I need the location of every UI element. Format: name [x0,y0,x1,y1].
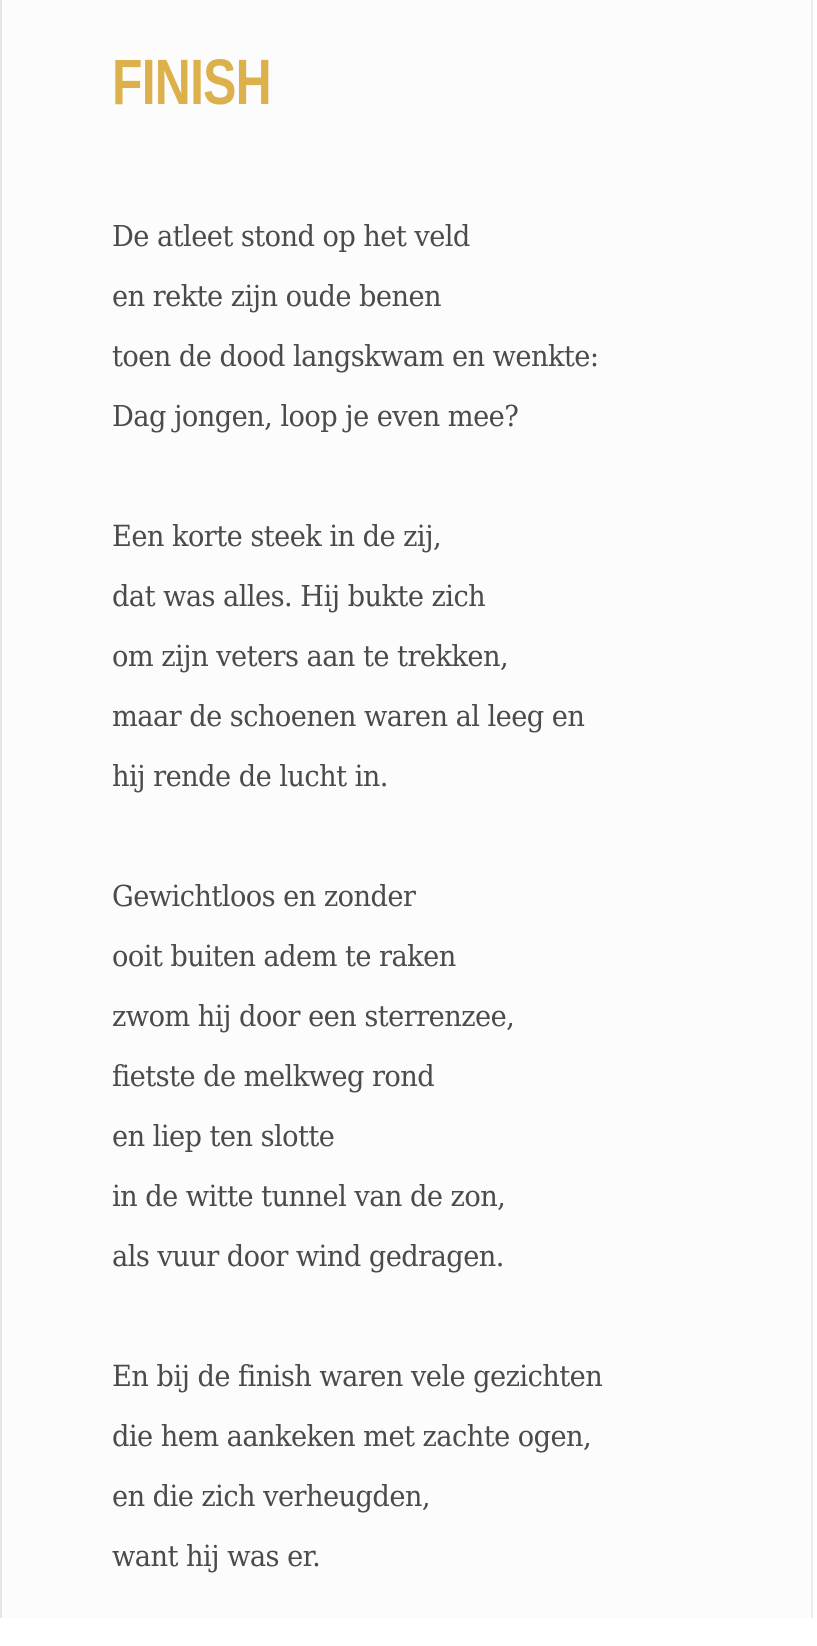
poem-line: want hij was er. [112,1539,321,1573]
poem-line: fietste de melkweg rond [112,1059,435,1093]
stanza-1 [112,206,792,446]
poem-line: toen de dood langskwam en wenkte: [112,339,599,373]
poem-line: De atleet stond op het veld [112,219,470,253]
poem-line: Een korte steek in de zij, [112,519,442,553]
poem-line: maar de schoenen waren al leeg en [112,699,585,733]
poem-line: dat was alles. Hij bukte zich [112,579,486,613]
poem-title: FINISH [112,46,271,118]
stanza-2 [112,506,792,806]
stanza-4 [112,1346,792,1586]
poem-line: en liep ten slotte [112,1119,335,1153]
poem-line: in de witte tunnel van de zon, [112,1179,506,1213]
poem-line: Dag jongen, loop je even mee? [112,399,519,433]
poem-line: als vuur door wind gedragen. [112,1239,504,1273]
poem-line: om zijn veters aan te trekken, [112,639,509,673]
poem-body [112,206,792,1646]
poem-line: en rekte zijn oude benen [112,279,442,313]
poem-line: Gewichtloos en zonder [112,879,416,913]
poem-line: zwom hij door een sterrenzee, [112,999,515,1033]
poem-line: ooit buiten adem te raken [112,939,456,973]
poem-line: en die zich verheugden, [112,1479,430,1513]
poem-line: En bij de finish waren vele gezichten [112,1359,603,1393]
poem-line: die hem aankeken met zachte ogen, [112,1419,592,1453]
poem-line: hij rende de lucht in. [112,759,388,793]
stanza-3 [112,866,792,1286]
